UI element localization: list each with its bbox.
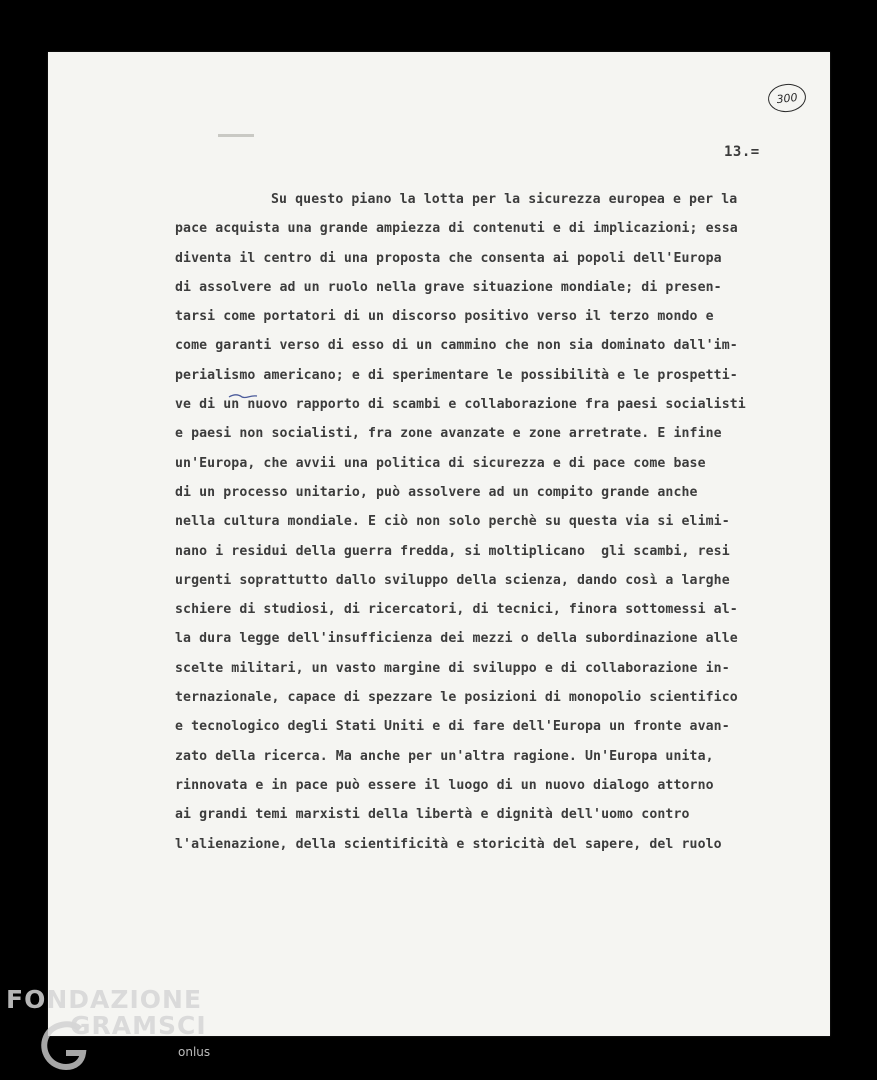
text-line: l'alienazione, della scientificità e storicità del sapere, del ruolo bbox=[175, 836, 722, 852]
text-line: rinnovata e in pace può essere il luogo di un nuovo dialogo attorno bbox=[175, 777, 714, 793]
text-line: urgenti soprattutto dallo sviluppo della scienza, dando così a larghe bbox=[175, 572, 730, 588]
text-line: di un processo unitario, può assolvere ad un compito grande anche bbox=[175, 484, 698, 500]
text-line: nella cultura mondiale. E ciò non solo perchè su questa via si elimi- bbox=[175, 514, 730, 530]
text-line: schiere di studiosi, di ricercatori, di tecnici, finora sottomessi al- bbox=[175, 602, 738, 618]
text-line: ve di un nuovo rapporto di scambi e collaborazione fra paesi socialisti bbox=[175, 397, 746, 413]
text-line: zato della ricerca. Ma anche per un'altra ragione. Un'Europa unita, bbox=[175, 748, 714, 764]
text-line: come garanti verso di esso di un cammino che non sia dominato dall'im- bbox=[175, 338, 738, 354]
text-line: pace acquista una grande ampiezza di contenuti e di implicazioni; essa bbox=[175, 221, 738, 237]
page-number: 13.= bbox=[724, 144, 760, 160]
text-line: la dura legge dell'insufficienza dei mezzi o della subordinazione alle bbox=[175, 631, 738, 647]
text-line: diventa il centro di una proposta che consenta ai popoli dell'Europa bbox=[175, 250, 722, 266]
text-line: di assolvere ad un ruolo nella grave situazione mondiale; di presen- bbox=[175, 279, 722, 295]
text-line: e tecnologico degli Stati Uniti e di fare dell'Europa un fronte avan- bbox=[175, 719, 730, 735]
text-line: Su questo piano la lotta per la sicurezza europea e per la bbox=[271, 192, 738, 207]
watermark-line1: FONDAZIONE bbox=[6, 985, 203, 1014]
text-line: ai grandi temi marxisti della libertà e dignità dell'uomo contro bbox=[175, 807, 690, 823]
text-line: ternazionale, capace di spezzare le posizioni di monopolio scientifico bbox=[175, 690, 738, 706]
text-line: un'Europa, che avvii una politica di sicurezza e di pace come base bbox=[175, 455, 706, 471]
text-line: nano i residui della guerra fredda, si moltiplicano gli scambi, resi bbox=[175, 543, 730, 559]
watermark-onlus: onlus bbox=[178, 1045, 211, 1059]
text-line: scelte militari, un vasto margine di sviluppo e di collaborazione in- bbox=[175, 660, 730, 676]
watermark-line2: GRAMSCI bbox=[70, 1011, 207, 1040]
text-line: e paesi non socialisti, fra zone avanzate e zone arretrate. E infine bbox=[175, 426, 722, 442]
fondazione-gramsci-watermark bbox=[6, 985, 226, 1075]
text-line: perialismo americano; e di sperimentare le possibilità e le prospetti- bbox=[175, 367, 738, 383]
body-text bbox=[175, 185, 825, 859]
faint-header-mark bbox=[218, 134, 254, 137]
text-line: tarsi come portatori di un discorso positivo verso il terzo mondo e bbox=[175, 309, 714, 325]
archive-number: 300 bbox=[775, 90, 799, 106]
